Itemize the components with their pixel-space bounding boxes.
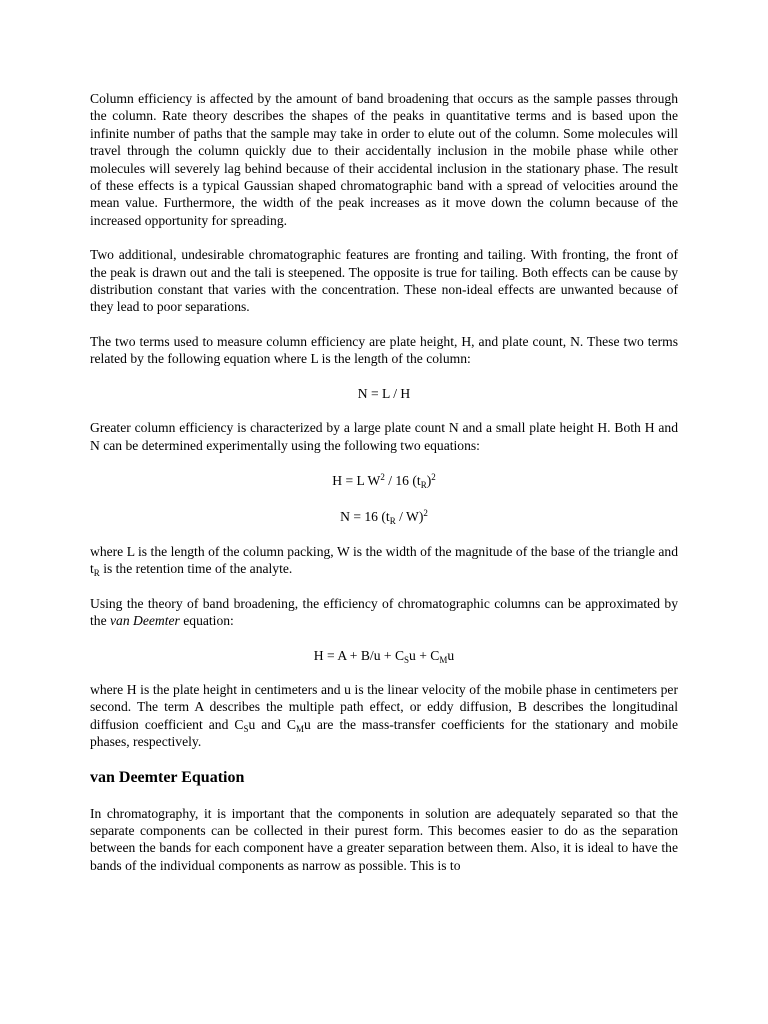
section-heading: van Deemter Equation bbox=[90, 768, 245, 786]
paragraph-plate-terms: The two terms used to measure column efficiency are plate height, H, and plate count, N. These two terms related by the following equation where L is the length of the column: bbox=[90, 333, 678, 367]
equation-plate-height: H = L $W^2 / 16$ $(t_R)^2$ bbox=[332, 471, 436, 490]
equation-plate-count: N = L / H bbox=[357, 385, 411, 401]
paragraph-van-deemter-terms: where H is the plate height in centimeters and u is the linear velocity of the mobile phase in centimeters per second. The term A describes the multiple path effect, or eddy diffusion, B describes the longitudinal diffusion coefficient and $C_Su$ and $C_Mu$ are the mass-transfer coefficients for the stationary and mobile phases, respectively. bbox=[90, 681, 678, 750]
equation-van-deemter: $H = A + B/u + C_Su + C_Mu$ bbox=[313, 647, 455, 665]
paragraph-variable-definitions: where L is the length of the column packing, W is the width of the magnitude of the base of the triangle and $t_R$ is the retention time of the analyte. bbox=[90, 543, 678, 579]
paragraph-theory-intro: Using the theory of band broadening, the efficiency of chromatographic columns can be approximated by the van Deemter equation: bbox=[90, 595, 678, 629]
paragraph-fronting-tailing: Two additional, undesirable chromatographic features are fronting and tailing. With fronting, the front of the peak is drawn out and the tali is steepened. The opposite is true for tailing. Both effects can be cause by distribution constant that varies with the concentration. These non-ideal effects are unwanted because of they lead to poor separations. bbox=[90, 247, 678, 315]
paragraph-efficiency: Greater column efficiency is characterized by a large plate count N and a small plate height H. Both H and N can be determined experimentally using the following two equations: bbox=[90, 420, 678, 453]
equation-plate-count-experimental: N = 16 $(t_R / W)^2$ bbox=[340, 507, 428, 526]
paragraph-band-broadening: Column efficiency is affected by the amount of band broadening that occurs as the sample passes through the column. Rate theory describes the shapes of the peaks in quantitative terms and is based upon the infinite number of paths that the sample may take in order to elute out of the column. Some molecules will travel through the column quickly due to their accidentally inclusion in the mobile phase while other molecules will severely lag behind because of their accidental inclusion in the stationary phase. The result of these effects is a typical Gaussian shaped chromatographic band with a spread of velocities around the mean value. Furthermore, the width of the peak increases as it move down the column because of the increased opportunity for spreading. bbox=[90, 91, 678, 228]
document-body bbox=[90, 90, 678, 891]
paragraph-separation: In chromatography, it is important that the components in solution are adequately separated so that the separate components can be collected in their purest form. This becomes easier to do as the separation between the bands for each component have a greater separation between them. Also, it is ideal to have the bands of the individual components as narrow as possible. This is to bbox=[90, 805, 678, 873]
